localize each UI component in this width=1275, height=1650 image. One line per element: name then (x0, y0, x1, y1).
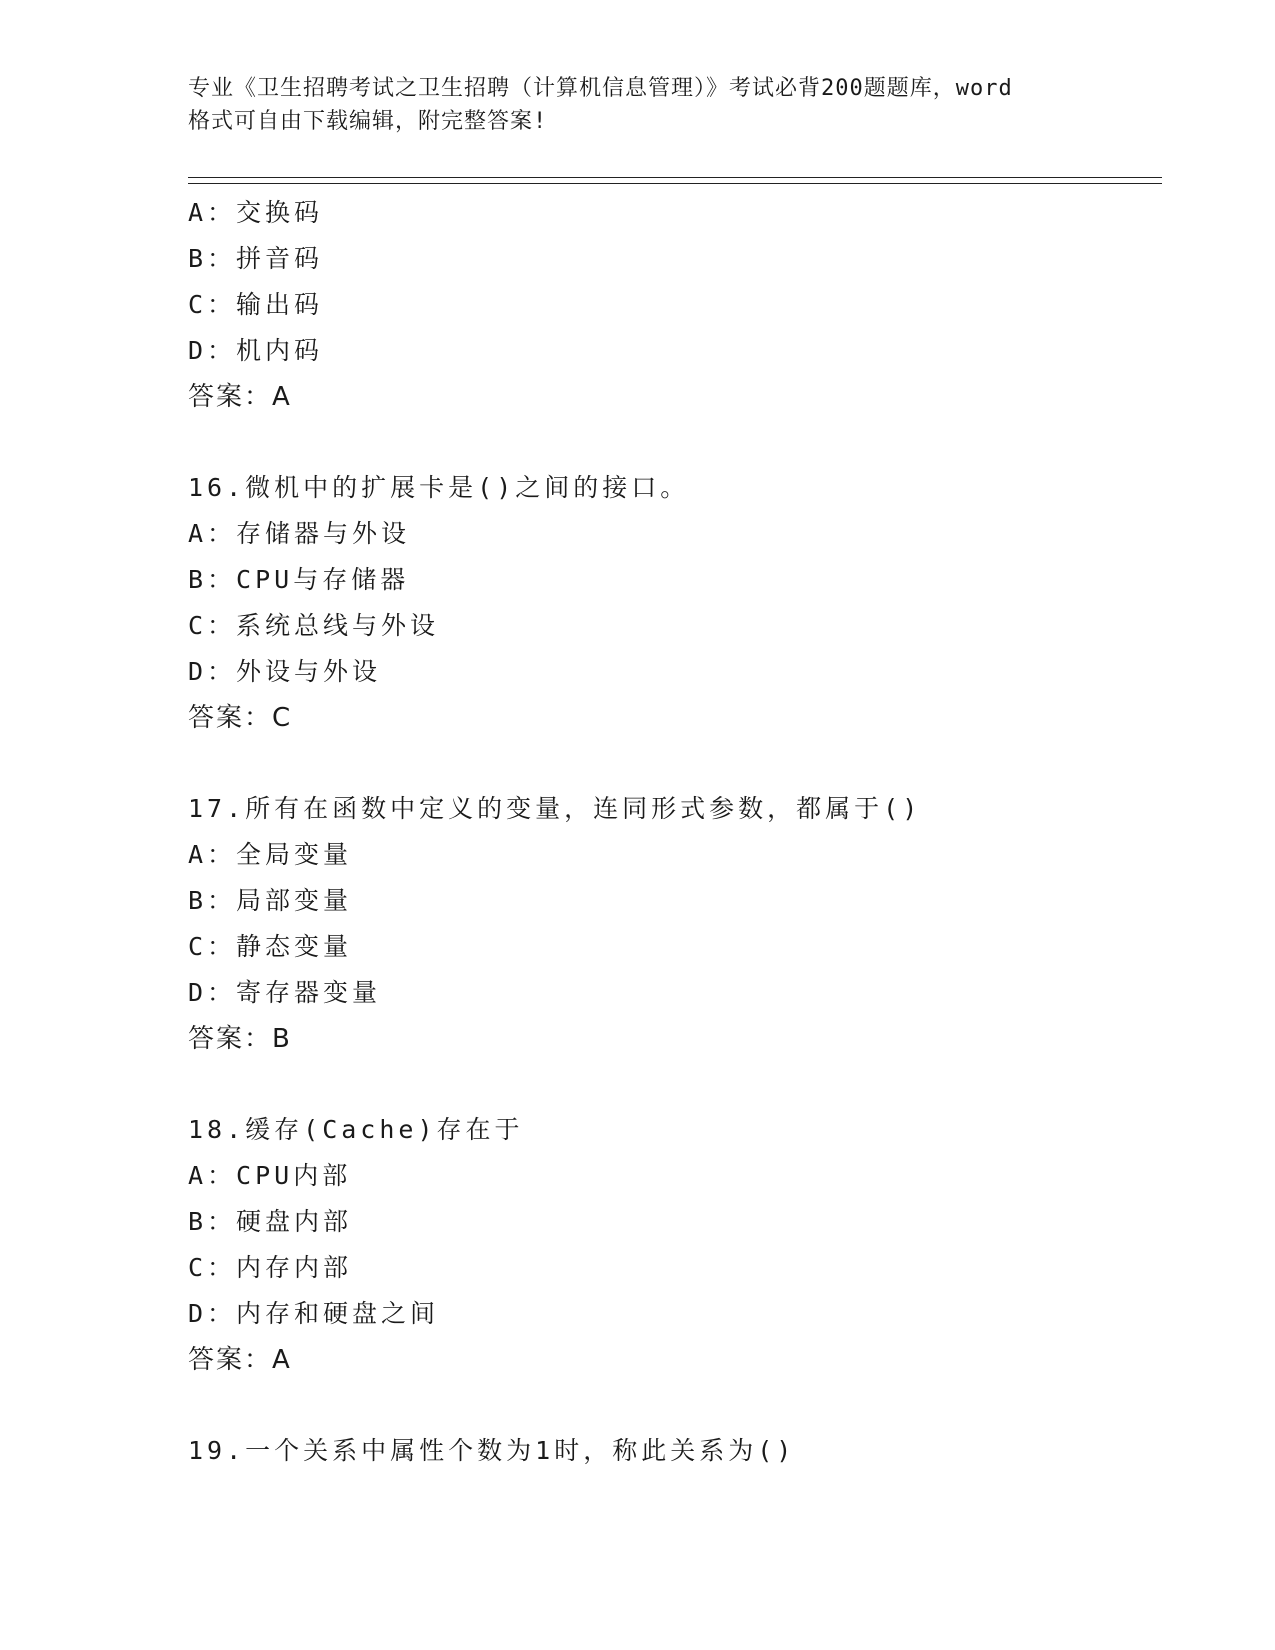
answer: 答案：B (188, 1024, 292, 1054)
spacer (188, 1062, 1148, 1107)
answer: 答案：A (188, 1345, 292, 1375)
option-d: D：内存和硬盘之间 (188, 1299, 440, 1328)
option-b: B：CPU与存储器 (188, 565, 410, 594)
option-d: D：寄存器变量 (188, 978, 382, 1007)
option-b: B：局部变量 (188, 886, 353, 915)
question-list (188, 190, 1148, 1474)
header-line-1: 专业《卫生招聘考试之卫生招聘（计算机信息管理）》考试必背200题题库，word (188, 76, 1013, 101)
question-16 (188, 465, 1148, 741)
document-header (188, 72, 1088, 138)
spacer (188, 741, 1148, 786)
question-17 (188, 786, 1148, 1062)
header-divider (188, 177, 1162, 184)
option-c: C：静态变量 (188, 932, 353, 961)
option-a: A：交换码 (188, 198, 324, 227)
option-c: C：系统总线与外设 (188, 611, 440, 640)
option-d: D：机内码 (188, 336, 324, 365)
option-d: D：外设与外设 (188, 657, 382, 686)
option-a: A：全局变量 (188, 840, 353, 869)
option-b: B：硬盘内部 (188, 1207, 353, 1236)
option-c: C：输出码 (188, 290, 324, 319)
question-stem: 16.微机中的扩展卡是()之间的接口。 (188, 473, 690, 502)
question-18 (188, 1107, 1148, 1383)
header-line-2: 格式可自由下载编辑，附完整答案! (188, 109, 548, 134)
question-15-partial (188, 190, 1148, 420)
question-stem: 19.一个关系中属性个数为1时，称此关系为() (188, 1436, 796, 1465)
answer: 答案：C (188, 703, 293, 733)
option-c: C：内存内部 (188, 1253, 353, 1282)
question-19 (188, 1428, 1148, 1474)
option-b: B：拼音码 (188, 244, 324, 273)
spacer (188, 420, 1148, 465)
option-a: A：存储器与外设 (188, 519, 411, 548)
question-stem: 17.所有在函数中定义的变量，连同形式参数，都属于() (188, 794, 922, 823)
option-a: A：CPU内部 (188, 1161, 352, 1190)
spacer (188, 1383, 1148, 1428)
answer: 答案：A (188, 382, 292, 412)
question-stem: 18.缓存(Cache)存在于 (188, 1115, 524, 1144)
